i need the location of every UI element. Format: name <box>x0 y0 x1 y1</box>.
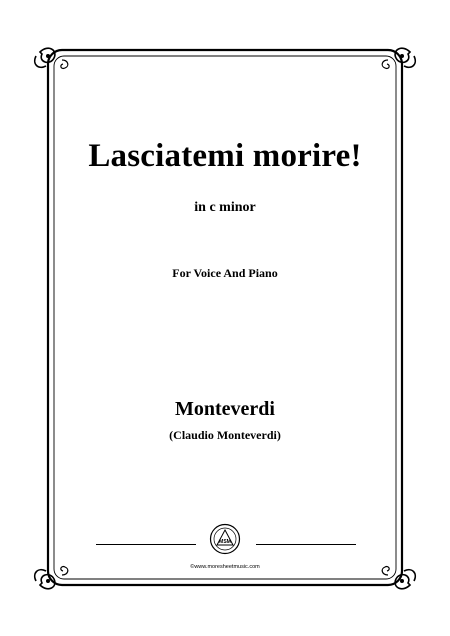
instrumentation-label: For Voice And Piano <box>172 266 278 280</box>
composer-name: Monteverdi <box>175 398 275 420</box>
composer-full-name: (Claudio Monteverdi) <box>169 428 281 442</box>
frame-swirl-top-left-icon <box>61 60 68 68</box>
publisher-seal-icon <box>209 523 241 555</box>
footer-url[interactable]: ©www.moresheetmusic.com <box>190 564 260 570</box>
footer-rule-right <box>256 544 356 545</box>
corner-ornament-top-right-icon <box>395 48 415 67</box>
piece-title: Lasciatemi morire! <box>88 138 362 174</box>
seal-text: MSM <box>219 539 231 545</box>
frame-swirl-top-right-icon <box>382 60 389 68</box>
corner-ornament-top-left-icon <box>35 48 55 67</box>
footer-rule-left <box>96 544 196 545</box>
key-signature-label: in c minor <box>194 200 256 215</box>
